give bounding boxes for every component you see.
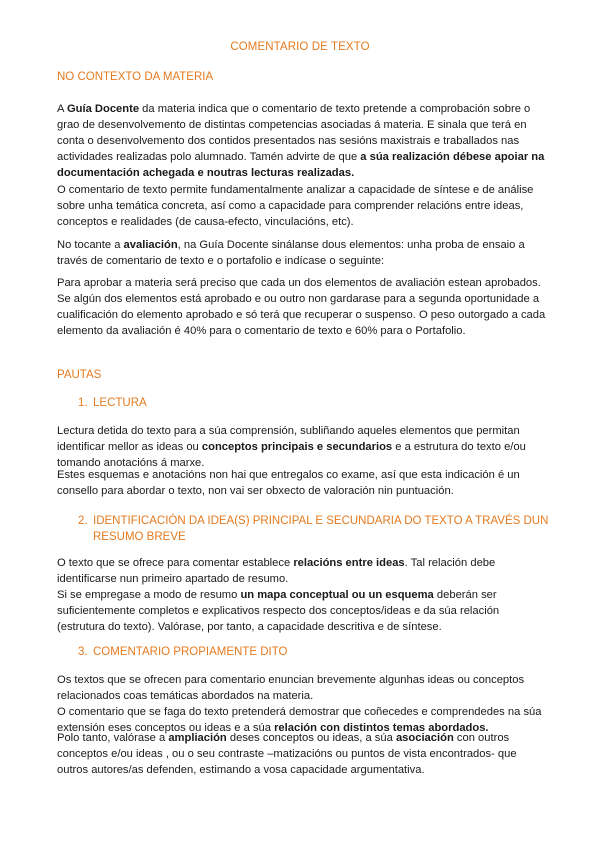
bold-span: avaliación [123, 239, 178, 251]
paragraph-guia-docente [57, 101, 547, 181]
bold-span: un mapa conceptual ou un esquema [240, 589, 434, 601]
paragraph-capacidade: O comentario de texto permite fundamentalmente analizar a capacidade de síntese e de análise sobre unha temática concreta, así como a capacidade para comprender relacións entre ideas, conceptos e realidades (de causa-efecto, vinculacións, etc). [57, 184, 534, 228]
text-span: O texto que se ofrece para comentar establece [57, 557, 294, 569]
text-span: con outros conceptos e/ou ideas , ou o seu contraste –matizacións ou puntos de vista encontrados- que outros autores/as defenden, estimando a vosa capacidade argumentativa. [57, 732, 517, 776]
bold-span: a súa realización débese apoiar na documentación achegada e noutras lecturas realizadas. [57, 151, 545, 179]
bold-span: asociación [395, 732, 454, 744]
text-span: Si se empregase a modo de resumo [57, 589, 241, 601]
item-number: 2. [78, 515, 88, 527]
bold-span: relación con distintos temas abordados. [274, 722, 489, 734]
document-title: COMENTARIO DE TEXTO [230, 41, 370, 53]
text-span: deses conceptos ou ideas, a súa [226, 732, 396, 744]
item-heading-identificacion [78, 513, 553, 545]
bold-span: conceptos principais e secundarios [201, 441, 393, 453]
text-span: deberán ser suficientemente completos e explicativos respecto dos conceptos/ideas e da súa relación (estrutura do texto). Valórase, por tanto, a capacidade descritiva e de síntese. [57, 589, 500, 633]
paragraph-identificacion-1 [57, 555, 547, 587]
text-span: A [57, 103, 67, 115]
paragraph-aprobar: Para aprobar a materia será preciso que cada un dos elementos de avaliación estean aprobados. Se algún dos elementos está aprobado e ou outro non gardarase para a segunda oportunidade a cualificación do elemento aprobado e só terá que recuperar o suspenso. O peso outorgado a cada elemento da avaliación é 40% para o comentario de texto e 60% para o Portafolio. [57, 277, 546, 337]
paragraph-identificacion-2 [57, 587, 547, 635]
item-number: 1. [78, 397, 88, 409]
text-span: No tocante a [57, 239, 124, 251]
paragraph-lectura-1 [57, 423, 547, 471]
text-span: Polo tanto, valórase a [57, 732, 169, 744]
bold-span: Guía Docente [66, 103, 140, 115]
text-span: . Tal relación debe identificarse nun primeiro apartado de resumo. [57, 557, 496, 585]
item-heading-text: COMENTARIO PROPIAMENTE DITO [93, 646, 288, 658]
paragraph-comentario-1: Os textos que se ofrecen para comentario enuncian brevemente algunhas ideas ou conceptos relacionados coas temáticas abordados na materia. [57, 674, 525, 702]
text-span: O comentario que se faga do texto pretenderá demostrar que coñecedes e comprendedes na súa extensión eses conceptos ou ideas e a súa [57, 706, 542, 734]
item-heading-text: IDENTIFICACIÓN DA IDEA(S) PRINCIPAL E SECUNDARIA DO TEXTO A TRAVÉS DUN RESUMO BREVE [93, 515, 549, 543]
text-span: e a estrutura do texto e/ou tomando anotacións á marxe. [57, 441, 526, 469]
item-heading-text: LECTURA [93, 397, 147, 409]
paragraph-lectura-2: Estes esquemas e anotacións non hai que entregalos co exame, así que esta indicación é un consello para abordar o texto, non vai ser obxecto de valoración nin puntuación. [57, 469, 520, 497]
paragraph-comentario-3 [57, 730, 547, 778]
bold-span: relacións entre ideas [293, 557, 405, 569]
text-span: Lectura detida do texto para a súa comprensión, subliñando aqueles elementos que permitan identificar mellor as ideas ou [57, 425, 520, 453]
item-number: 3. [78, 646, 88, 658]
bold-span: ampliación [168, 732, 227, 744]
section-heading-context: NO CONTEXTO DA MATERIA [57, 71, 214, 83]
paragraph-avaliacion [57, 237, 547, 269]
item-heading-comentario [78, 644, 553, 660]
text-span: , na Guía Docente sinálanse dous elementos: unha proba de ensaio a través de comentario de texto e o portafolio e indícase o seguinte: [57, 239, 525, 267]
text-span: da materia indica que o comentario de texto pretende a comprobación sobre o grao de desenvolvemento de distintas competencias asociadas á materia. E sinala que terá en conta o desenvolvemento dos contidos presentados nas sesións maxistrais e traballados nas actividades realizadas polo alumnado. Tamén advirte de que [57, 103, 531, 163]
section-heading-pautas: PAUTAS [57, 369, 102, 381]
item-heading-lectura [78, 395, 553, 411]
